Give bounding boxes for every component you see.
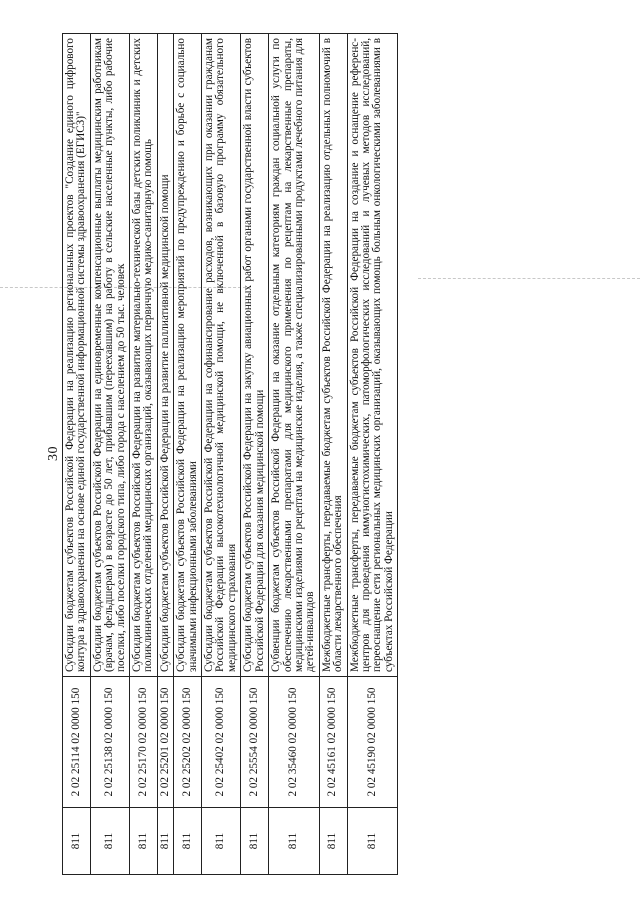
budget-code-cell: 2 02 25202 02 0000 150 <box>174 677 202 808</box>
table-row <box>347 34 398 875</box>
budget-code-cell: 2 02 25402 02 0000 150 <box>202 677 241 808</box>
table-row <box>90 34 129 875</box>
table-row <box>63 34 91 875</box>
budget-code-cell: 2 02 45190 02 0000 150 <box>347 677 398 808</box>
admin-code-cell: 811 <box>319 808 347 875</box>
budget-code-cell: 2 02 45161 02 0000 150 <box>319 677 347 808</box>
income-name-cell: Субсидии бюджетам субъектов Российской Федерации на единовременные компенсационные выплаты медицинским работникам (врачам, фельдшерам) в возрасте до 50 лет, прибывшим (переехавшим) на работу в сельские населенные пункты, либо рабочие поселки, либо поселки городского типа, либо города с населением до 50 тыс. человек <box>90 34 129 677</box>
table-row <box>157 34 173 875</box>
table-row <box>319 34 347 875</box>
admin-code-cell: 811 <box>269 808 320 875</box>
admin-code-cell: 811 <box>347 808 398 875</box>
income-name-cell: Субсидии бюджетам субъектов Российской Федерации на реализацию региональных проектов "Создание единого цифрового контура в здравоохранении на основе единой государственной информационной системы здравоохранения (ЕГИСЗ)" <box>63 34 91 677</box>
budget-code-cell: 2 02 25170 02 0000 150 <box>130 677 158 808</box>
page-number: 30 <box>46 446 61 461</box>
table-row <box>269 34 320 875</box>
income-name-cell: Субвенции бюджетам субъектов Российской Федерации на оказание отдельным категориям граждан социальной услуги по обеспечению лекарственными препаратами для медицинского применения по рецептам на лекарственные препараты, медицинскими изделиями по рецептам на медицинские изделия, а также специализированными продуктами лечебного питания для детей-инвалидов <box>269 34 320 677</box>
admin-code-cell: 811 <box>130 808 158 875</box>
admin-code-cell: 811 <box>157 808 173 875</box>
income-name-cell: Межбюджетные трансферты, передаваемые бюджетам субъектов Российской Федерации на создание и оснащение референс-центров для проведения иммуногистохимических, патоморфологических исследований и лучевых методов исследований, переоснащение сети региональных медицинских организаций, оказывающих помощь больным онкологическими заболеваниями в субъектах Российской Федерации <box>347 34 398 677</box>
income-name-cell: Субсидии бюджетам субъектов Российской Федерации на реализацию мероприятий по предупреждению и борьбе с социально значимыми инфекционными заболеваниями <box>174 34 202 677</box>
budget-code-cell: 2 02 25114 02 0000 150 <box>63 677 91 808</box>
admin-code-cell: 811 <box>90 808 129 875</box>
budget-codes-table <box>62 33 398 875</box>
admin-code-cell: 811 <box>241 808 269 875</box>
income-name-cell: Субсидии бюджетам субъектов Российской Федерации на закупку авиационных работ органами государственной власти субъектов Российской Федерации для оказания медицинской помощи <box>241 34 269 677</box>
table-row <box>174 34 202 875</box>
budget-code-cell: 2 02 25554 02 0000 150 <box>241 677 269 808</box>
admin-code-cell: 811 <box>63 808 91 875</box>
income-name-cell: Межбюджетные трансферты, передаваемые бюджетам субъектов Российской Федерации на реализацию отдельных полномочий в области лекарственного обеспечения <box>319 34 347 677</box>
admin-code-cell: 811 <box>174 808 202 875</box>
table-row <box>130 34 158 875</box>
budget-code-cell: 2 02 25138 02 0000 150 <box>90 677 129 808</box>
income-name-cell: Субсидии бюджетам субъектов Российской Федерации на развитие материально-технической базы детских поликлиник и детских поликлинических отделений медицинских организаций, оказывающих первичную медико-санитарную помощь <box>130 34 158 677</box>
admin-code-cell: 811 <box>202 808 241 875</box>
table-row <box>202 34 241 875</box>
table-row <box>241 34 269 875</box>
budget-code-cell: 2 02 35460 02 0000 150 <box>269 677 320 808</box>
table-body <box>63 34 398 875</box>
income-name-cell: Субсидии бюджетам субъектов Российской Федерации на софинансирование расходов, возникающих при оказании гражданам Российской Федерации высокотехнологичной медицинской помощи, не включенной в базовую программу обязательного медицинского страхования <box>202 34 241 677</box>
budget-code-cell: 2 02 25201 02 0000 150 <box>157 677 173 808</box>
income-name-cell: Субсидии бюджетам субъектов Российской Федерации на развитие паллиативной медицинской помощи <box>157 34 173 677</box>
